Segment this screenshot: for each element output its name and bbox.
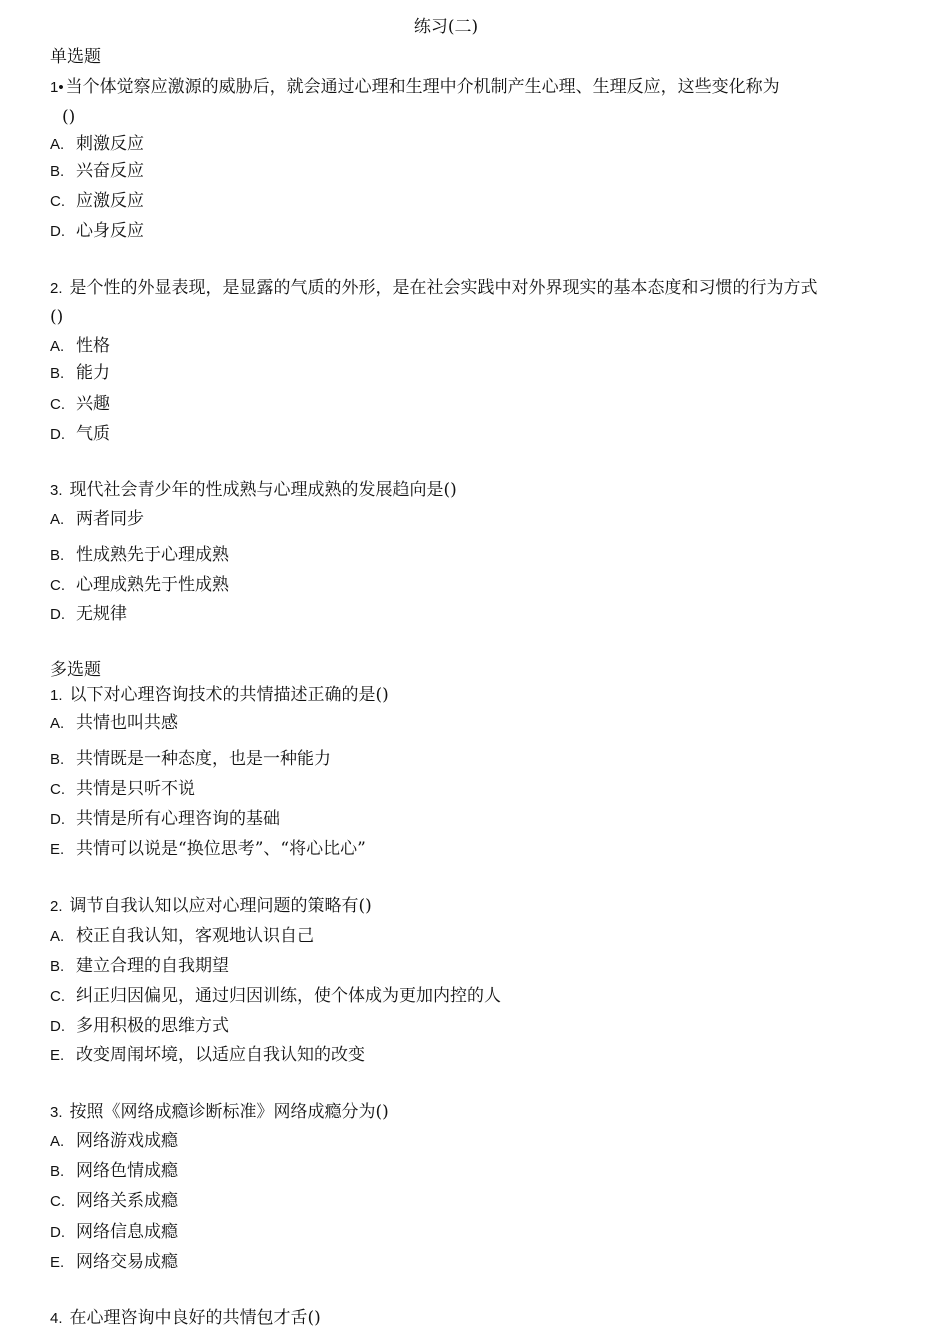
question-1-stem: [50, 76, 780, 99]
option-text: 共情也叫共感: [76, 713, 178, 733]
option-letter: B.: [50, 1163, 65, 1180]
option-item: [50, 574, 229, 597]
option-letter: B.: [50, 163, 65, 180]
option-item: [50, 925, 314, 948]
option-item: [50, 955, 229, 978]
question-2-stem: [50, 895, 372, 918]
option-letter: C.: [50, 988, 65, 1005]
option-text: 网络色情成瘾: [76, 1161, 178, 1181]
question-number: 4.: [50, 1310, 63, 1327]
option-letter: C.: [50, 577, 65, 594]
option-item: [50, 133, 144, 156]
option-text: 性格: [76, 336, 110, 356]
option-item: [50, 544, 229, 567]
option-item: [50, 985, 501, 1008]
option-text: 纠正归因偏见，通过归因训练，使个体成为更加内控的人: [76, 986, 501, 1006]
option-text: 多用积极的思维方式: [76, 1016, 229, 1036]
option-item: [50, 335, 110, 358]
option-letter: B.: [50, 958, 65, 975]
option-text: 网络信息成瘾: [76, 1222, 178, 1242]
option-item: [50, 1015, 229, 1038]
option-letter: D.: [50, 1018, 65, 1035]
option-letter: A.: [50, 136, 65, 153]
option-text: 能力: [76, 363, 110, 383]
option-letter: A.: [50, 511, 65, 528]
option-item: [50, 423, 110, 446]
option-item: [50, 1160, 178, 1183]
question-number: 2.: [50, 898, 63, 915]
option-text: 共情是所有心理咨询的基础: [76, 809, 280, 829]
option-letter: D.: [50, 811, 65, 828]
option-letter: C.: [50, 396, 65, 413]
option-text: 刺激反应: [76, 134, 144, 154]
question-1-stem: [50, 684, 389, 707]
option-text: 改变周闱坏境，以适应自我认知的改变: [76, 1045, 365, 1065]
option-item: [50, 220, 144, 243]
option-text: 兴奋反应: [76, 161, 144, 181]
option-text: 性成熟先于心理成熟: [76, 545, 229, 565]
option-text: 心理成熟先于性成熟: [76, 575, 229, 595]
option-letter: E.: [50, 1047, 65, 1064]
option-item: [50, 808, 280, 831]
question-2-stem: [50, 277, 818, 300]
question-text: 按照《网络成瘾诊断标准》网络成瘾分为(): [69, 1102, 389, 1122]
option-text: 网络交易成瘾: [76, 1252, 178, 1272]
option-item: [50, 1130, 178, 1153]
option-text: 网络游戏成瘾: [76, 1131, 178, 1151]
option-text: 无规律: [76, 604, 127, 624]
question-text: 以下对心理咨询技术的共情描述正确的是(): [69, 685, 389, 705]
option-item: [50, 748, 331, 771]
option-item: [50, 838, 366, 861]
option-text: 应激反应: [76, 191, 144, 211]
question-text-continuation: (): [62, 107, 76, 127]
option-letter: C.: [50, 193, 65, 210]
question-text: 是个性的外显表现，是显露的气质的外形，是在社会实践中对外界现实的基本态度和习惯的行为方式: [69, 278, 818, 298]
option-item: [50, 712, 178, 735]
question-text: 现代社会青少年的性成熟与心理成熟的发展趋向是(): [69, 480, 457, 500]
option-item: [50, 1221, 178, 1244]
option-item: [50, 190, 144, 213]
option-letter: D.: [50, 223, 65, 240]
option-text: 校正自我认知，客观地认识自己: [76, 926, 314, 946]
option-item: [50, 362, 110, 385]
option-item: [50, 160, 144, 183]
page-title: 练习(二): [413, 17, 479, 37]
option-letter: A.: [50, 1133, 65, 1150]
question-text: 调节自我认知以应对心理问题的策略有(): [69, 896, 372, 916]
option-letter: C.: [50, 1193, 65, 1210]
option-text: 共情可以说是“换位思考”、“将心比心”: [76, 839, 366, 859]
question-number: 2.: [50, 280, 63, 297]
option-letter: D.: [50, 426, 65, 443]
option-letter: D.: [50, 1224, 65, 1241]
question-number: 1.: [50, 687, 63, 704]
section-heading-multiple-choice: 多选题: [50, 660, 101, 680]
option-item: [50, 603, 127, 626]
option-text: 兴趣: [76, 394, 110, 414]
section-heading-single-choice: 单选题: [50, 47, 101, 67]
option-letter: A.: [50, 928, 65, 945]
question-text: 在心理咨询中良好的共情包才舌(): [69, 1308, 321, 1328]
question-3-stem: [50, 1101, 389, 1124]
option-item: [50, 393, 110, 416]
option-text: 共情既是一种态度，也是一种能力: [76, 749, 331, 769]
option-item: [50, 1190, 178, 1213]
option-letter: A.: [50, 715, 65, 732]
option-text: 网络关系成瘾: [76, 1191, 178, 1211]
question-text: 当个体觉察应激源的威胁后，就会通过心理和生理中介机制产生心理、生理反应，这些变化称为: [65, 77, 780, 97]
option-letter: E.: [50, 1254, 65, 1271]
option-text: 两者同步: [76, 509, 144, 529]
question-number: 3.: [50, 1104, 63, 1121]
option-item: [50, 508, 144, 531]
option-letter: E.: [50, 841, 65, 858]
question-number: 3.: [50, 482, 63, 499]
option-letter: A.: [50, 338, 65, 355]
option-item: [50, 1044, 365, 1067]
option-text: 共情是只听不说: [76, 779, 195, 799]
option-text: 气质: [76, 424, 110, 444]
option-letter: B.: [50, 547, 65, 564]
option-letter: B.: [50, 365, 65, 382]
question-4-stem: [50, 1307, 321, 1330]
option-letter: D.: [50, 606, 65, 623]
option-text: 建立合理的自我期望: [76, 956, 229, 976]
question-number: 1•: [50, 79, 64, 96]
question-3-stem: [50, 479, 457, 502]
option-item: [50, 778, 195, 801]
option-text: 心身反应: [76, 221, 144, 241]
question-text-continuation: (): [50, 307, 64, 327]
option-letter: B.: [50, 751, 65, 768]
option-letter: C.: [50, 781, 65, 798]
option-item: [50, 1251, 178, 1274]
